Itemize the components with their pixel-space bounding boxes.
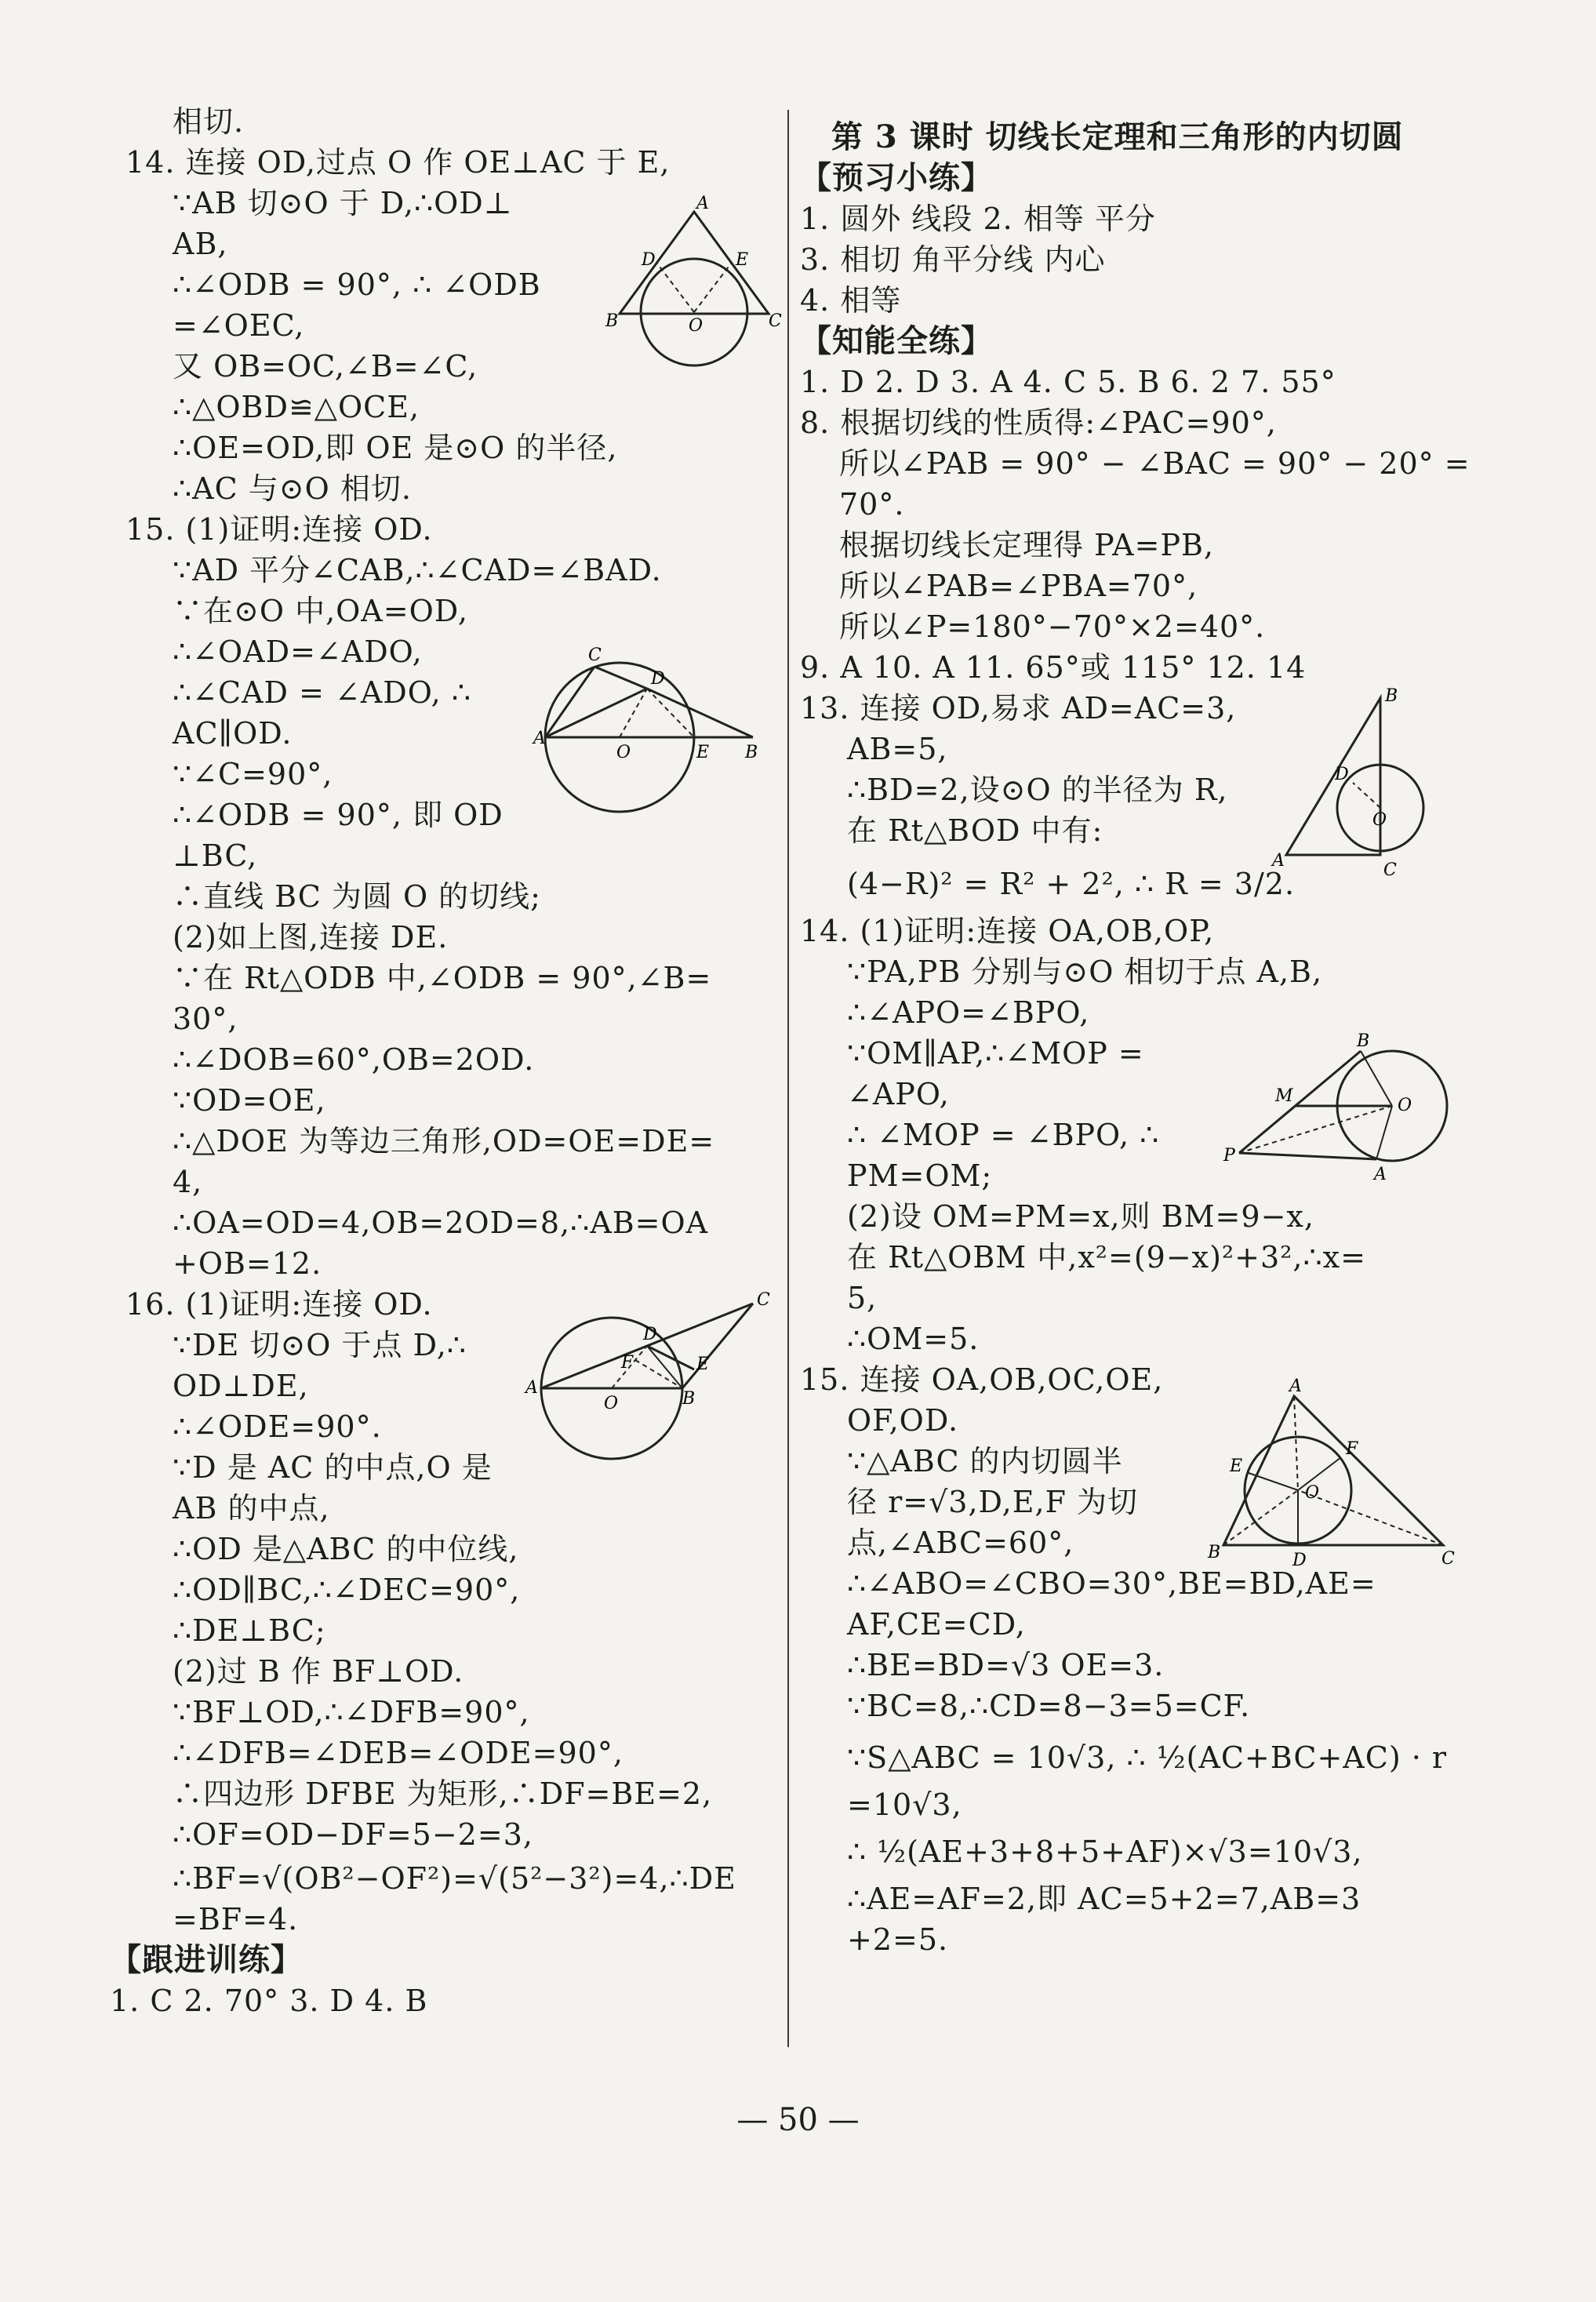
text-line: AB 的中点, [173,1491,330,1526]
figure-label: D [651,669,665,689]
text-line: ∴OF=OD−DF=5−2=3, [173,1817,533,1852]
text-line: =10√3, [847,1787,962,1822]
text-line: ∴∠APO=∠BPO, [847,995,1090,1030]
text-line: 所以∠PAB = 90° − ∠BAC = 90° − 20° = [839,446,1471,481]
text-line: ∵在⊙O 中,OA=OD, [173,594,468,628]
text-line: ∵OD=OE, [173,1083,326,1118]
text-line: ∴OM=5. [847,1322,980,1356]
figure-label: D [1292,1551,1307,1570]
text-line: ∴OD 是△ABC 的中位线, [173,1532,519,1566]
text-line: ∴∠DOB=60°,OB=2OD. [173,1042,535,1077]
text-line: 径 r=√3,D,E,F 为切 [847,1485,1139,1519]
text-line: ∴OE=OD,即 OE 是⊙O 的半径, [173,431,618,465]
figure-label: O [1305,1483,1320,1503]
text-line: ∴DE⊥BC; [173,1613,326,1648]
text-line: 又 OB=OC,∠B=∠C, [173,349,478,384]
text-line: 点,∠ABC=60°, [847,1526,1074,1560]
text-line: +OB=12. [173,1246,322,1281]
figure-right-triangle-13 [1271,686,1451,886]
figure-label: O [616,743,631,762]
figure-label: C [1441,1549,1455,1569]
figure-circle-tangent-16 [525,1290,770,1467]
text-line: ∴∠OAD=∠ADO, [173,635,423,669]
text-line: OD⊥DE, [173,1369,309,1403]
figure-label: B [682,1389,696,1409]
text-line: ∴ ∠MOP = ∠BPO, ∴ [847,1118,1160,1152]
figure-label: O [1398,1096,1412,1115]
text-line: ∵AD 平分∠CAB,∴∠CAD=∠BAD. [173,553,662,587]
text-line: OF,OD. [847,1403,959,1438]
text-line: 所以∠PAB=∠PBA=70°, [839,569,1198,603]
problem-14-title: 14. (1)证明:连接 OA,OB,OP, [800,914,1215,948]
text-line: ∴∠ODB = 90°, ∴ ∠ODB [173,267,541,302]
text-line: ∵DE 切⊙O 于点 D,∴ [173,1328,467,1362]
answer-line: 4. 相等 [800,283,902,318]
figure-label: F [1346,1439,1358,1459]
text-line: =BF=4. [173,1902,299,1937]
text-line: 根据切线长定理得 PA=PB, [839,528,1215,562]
figure-label: C [769,311,782,331]
text-line: ∴四边形 DFBE 为矩形,∴DF=BE=2, [173,1777,713,1811]
problem-16-title: 16. (1)证明:连接 OD. [125,1287,433,1322]
text-line: +2=5. [847,1922,949,1957]
answer-line: 9. A 10. A 11. 65°或 115° 12. 14 [800,650,1307,685]
answer-line: 1. 圆外 线段 2. 相等 平分 [800,202,1156,236]
text-line: AB, [173,227,228,261]
problem-14-title: 14. 连接 OD,过点 O 作 OE⊥AC 于 E, [125,145,671,180]
figure-incircle-15 [1208,1376,1459,1584]
figure-tangent-lines-14 [1223,1031,1459,1192]
text-line: ∴∠ODB = 90°, 即 OD [173,798,504,832]
figure-label: B [1385,686,1398,706]
figure-label: O [689,316,703,336]
figure-label: M [1275,1086,1293,1106]
answer-line: 1. D 2. D 3. A 4. C 5. B 6. 2 7. 55° [800,365,1336,399]
section-heading: 【跟进训练】 [110,1941,303,1978]
text-line: 30°, [173,1002,238,1036]
figure-label: D [642,250,656,270]
figure-circle-tangent-15 [533,643,761,824]
figure-label: E [1230,1456,1243,1476]
text-line: ∵AB 切⊙O 于 D,∴OD⊥ [173,186,513,220]
figure-label: A [533,729,546,748]
text-line: (4−R)² = R² + 2², ∴ R = 3/2. [847,867,1296,901]
figure-label: A [1289,1376,1302,1396]
text-line: ∠APO, [847,1077,950,1111]
text-line: ∵BF⊥OD,∴∠DFB=90°, [173,1695,530,1729]
figure-label: E [736,250,749,270]
figure-label: E [696,743,710,762]
text-line: ∴△OBD≌△OCE, [173,390,420,424]
text-line: PM=OM; [847,1158,993,1193]
text-line: 相切. [173,104,245,139]
section-heading: 【知能全练】 [800,322,993,359]
text-line: ∴直线 BC 为圆 O 的切线; [173,879,541,914]
text-line: ∵△ABC 的内切圆半 [847,1444,1123,1478]
text-line: =∠OEC, [173,308,305,343]
figure-label: B [605,311,619,331]
text-line: ∴∠ODE=90°. [173,1409,382,1444]
lesson-title: 第 3 课时 切线长定理和三角形的内切圆 [831,118,1404,155]
text-line: ∴BF=√(OB²−OF²)=√(5²−3²)=4,∴DE [173,1861,736,1896]
text-line: ∴ ½(AE+3+8+5+AF)×√3=10√3, [847,1835,1363,1869]
text-line: ∴AC 与⊙O 相切. [173,471,412,506]
text-line: ∴BD=2,设⊙O 的半径为 R, [847,773,1228,807]
text-line: AB=5, [847,732,948,766]
answer-line: 3. 相切 角平分线 内心 [800,242,1106,277]
problem-13-title: 13. 连接 OD,易求 AD=AC=3, [800,691,1237,726]
figure-label: C [757,1290,770,1310]
text-line: ∵D 是 AC 的中点,O 是 [173,1450,493,1485]
text-line: ∴OA=OD=4,OB=2OD=8,∴AB=OA [173,1206,709,1240]
text-line: ∵BC=8,∴CD=8−3=5=CF. [847,1689,1251,1723]
figure-label: O [1372,810,1387,830]
figure-circle-tangent-14 [604,196,784,376]
text-line: ∴∠DFB=∠DEB=∠ODE=90°, [173,1736,623,1770]
text-line: 4, [173,1165,203,1199]
text-line: ∵在 Rt△ODB 中,∠ODB = 90°,∠B= [173,961,712,995]
text-line: ∴AE=AF=2,即 AC=5+2=7,AB=3 [847,1882,1362,1916]
figure-label: A [525,1378,538,1398]
figure-label: A [696,194,709,213]
text-line: 70°. [839,487,905,522]
text-line: 在 Rt△OBM 中,x²=(9−x)²+3²,∴x= [847,1240,1366,1275]
figure-label: B [745,743,758,762]
answer-line: 1. C 2. 70° 3. D 4. B [110,1984,428,2018]
section-heading: 【预习小练】 [800,159,993,196]
text-line: (2)过 B 作 BF⊥OD. [173,1654,464,1689]
figure-label: O [604,1394,619,1413]
figure-label: B [1208,1543,1221,1562]
text-line: 在 Rt△BOD 中有: [847,813,1103,848]
problem-8-title: 8. 根据切线的性质得:∠PAC=90°, [800,405,1277,440]
figure-label: B [1357,1031,1370,1051]
figure-label: A [1272,851,1285,871]
text-line: 5, [847,1281,878,1315]
problem-15-title: 15. (1)证明:连接 OD. [125,512,433,547]
problem-15-title: 15. 连接 OA,OB,OC,OE, [800,1362,1164,1397]
figure-label: F [621,1353,634,1373]
text-line: ∴OD∥BC,∴∠DEC=90°, [173,1573,521,1607]
text-line: AC∥OD. [173,716,293,751]
page-number: — 50 — [736,2102,860,2138]
text-line: AF,CE=CD, [847,1607,1026,1642]
figure-label: D [643,1325,657,1344]
column-divider [787,110,789,2047]
figure-label: C [1383,860,1397,880]
figure-label: C [588,646,602,665]
text-line: ∴△DOE 为等边三角形,OD=OE=DE= [173,1124,715,1158]
text-line: ∵∠C=90°, [173,757,333,791]
text-line: 所以∠P=180°−70°×2=40°. [839,609,1266,644]
text-line: ∵OM∥AP,∴∠MOP = [847,1036,1144,1071]
text-line: (2)如上图,连接 DE. [173,920,449,955]
figure-label: D [1335,765,1349,784]
figure-label: E [696,1355,710,1374]
text-line: ⊥BC, [173,838,258,873]
text-line: ∵PA,PB 分别与⊙O 相切于点 A,B, [847,955,1323,989]
text-line: ∴∠CAD = ∠ADO, ∴ [173,675,472,710]
figure-label: A [1374,1165,1387,1184]
figure-label: P [1223,1146,1235,1166]
text-line: ∵S△ABC = 10√3, ∴ ½(AC+BC+AC) · r [847,1740,1448,1775]
text-line: ∴BE=BD=√3 OE=3. [847,1648,1165,1682]
text-line: (2)设 OM=PM=x,则 BM=9−x, [847,1199,1314,1234]
text-line: ∴∠ABO=∠CBO=30°,BE=BD,AE= [847,1566,1376,1601]
